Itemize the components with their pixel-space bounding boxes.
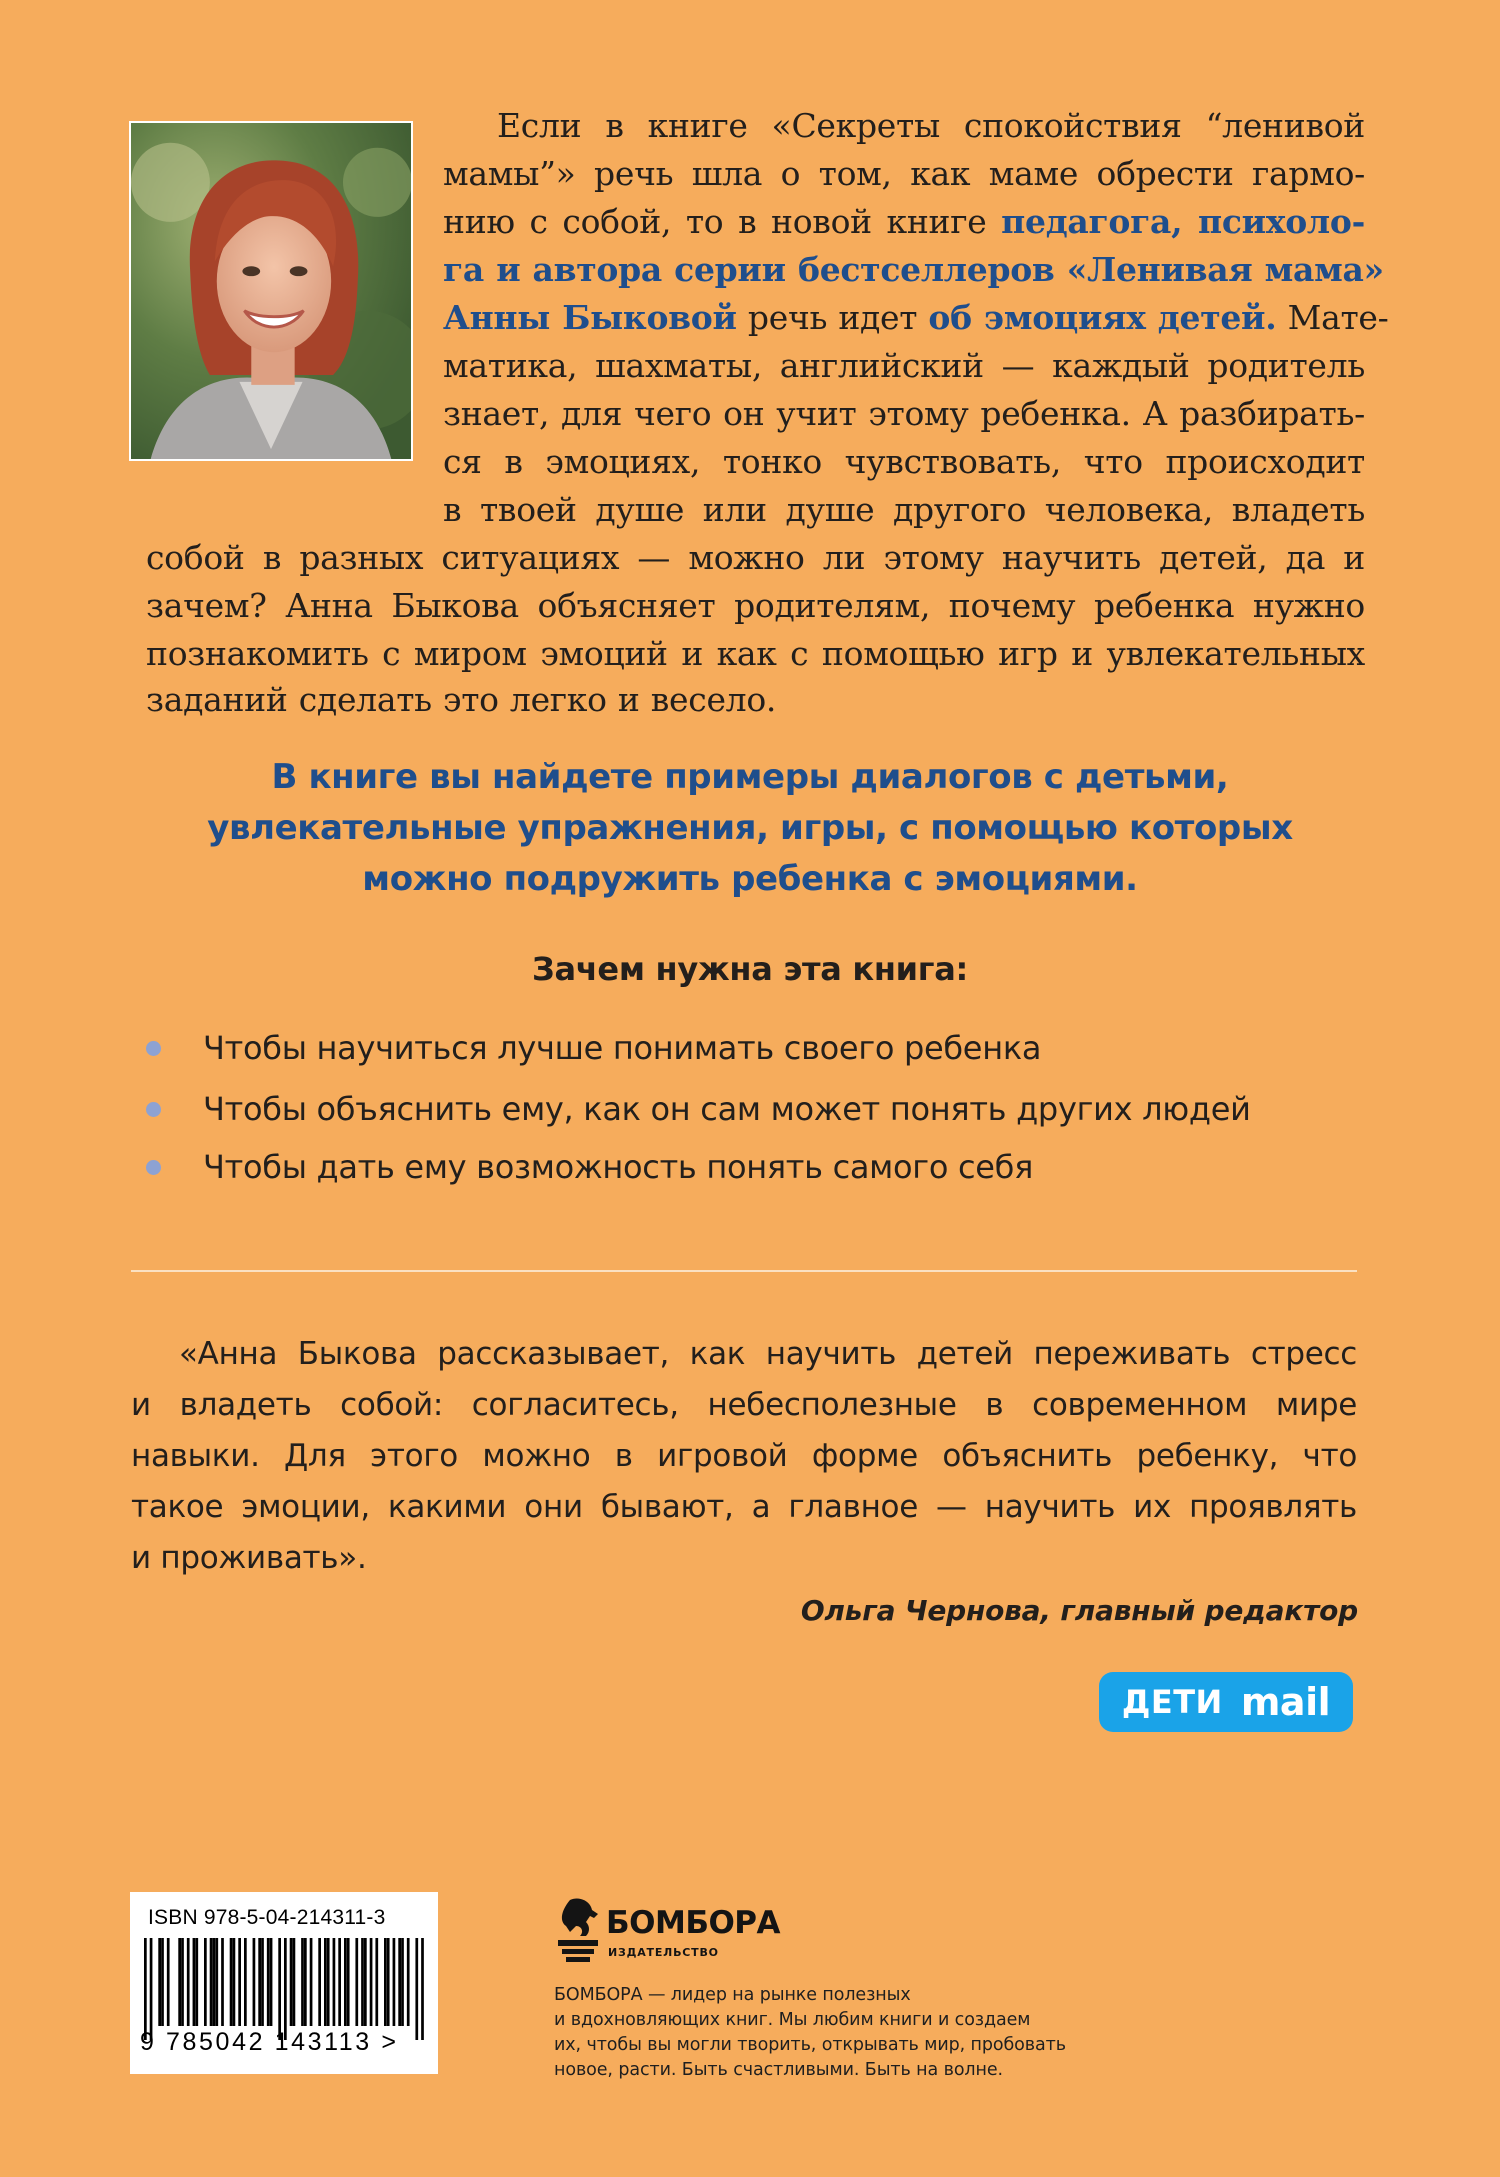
- barcode-bar: [167, 1938, 170, 2026]
- barcode-bar: [333, 1938, 336, 2026]
- barcode-bar: [261, 1938, 264, 2026]
- barcode-bars: [144, 1938, 424, 2040]
- barcode-bar: [344, 1938, 347, 2026]
- barcode-bar: [181, 1938, 184, 2026]
- intro-highlight-4: об эмоциях детей.: [928, 298, 1277, 337]
- barcode-bar: [310, 1938, 313, 2026]
- isbn-number: ISBN 978-5-04-214311-3: [148, 1906, 386, 1929]
- intro-highlight-3: Анны Быковой: [443, 298, 737, 337]
- list-item: Чтобы научиться лучше понимать своего ребенка: [146, 1024, 1041, 1072]
- barcode-bar: [355, 1938, 358, 2026]
- bullet-icon: [146, 1041, 161, 1056]
- intro-line-5: Анны Быковой речь идет об эмоциях детей. Мате-: [443, 298, 1389, 337]
- barcode-bar: [178, 1938, 181, 2026]
- barcode-bar: [278, 1938, 281, 2040]
- barcode-digits: 9 785042 143113 >: [140, 2028, 399, 2056]
- barcode-bar: [304, 1938, 307, 2026]
- quote-line-4: такое эмоции, какими они бывают, а главное — научить их проявлять: [131, 1489, 1357, 1525]
- divider: [131, 1270, 1357, 1272]
- quote-line-1: «Анна Быкова рассказывает, как научить детей переживать стресс: [179, 1336, 1357, 1372]
- barcode-bar: [267, 1938, 270, 2026]
- barcode-bar: [407, 1938, 410, 2026]
- headline-line-1: В книге вы найдете примеры диалогов с детьми,: [271, 757, 1229, 797]
- barcode-bar: [384, 1938, 387, 2026]
- barcode-bar: [393, 1938, 396, 2026]
- barcode-bar: [421, 1938, 424, 2040]
- barcode-bar: [230, 1938, 233, 2026]
- barcode-bar: [158, 1938, 161, 2026]
- bombora-horse-icon: [556, 1896, 602, 1964]
- badge-deti-text: ДЕТИ: [1121, 1683, 1223, 1721]
- headline: [90, 752, 1410, 905]
- barcode-bar: [204, 1938, 207, 2026]
- list-item: Чтобы объяснить ему, как он сам может понять других людей: [146, 1085, 1251, 1133]
- quote-line-5: и проживать».: [131, 1540, 367, 1576]
- barcode-bar: [301, 1938, 304, 2026]
- barcode-bar: [258, 1938, 261, 2026]
- intro-line-3: нию с собой, то в новой книге педагога, психоло-: [443, 202, 1366, 241]
- barcode-bar: [415, 1938, 418, 2040]
- deti-mail-logo: [1099, 1672, 1353, 1732]
- barcode-bar: [150, 1938, 153, 2040]
- barcode-bar: [238, 1938, 241, 2026]
- barcode-bar: [387, 1938, 390, 2026]
- barcode-bar: [327, 1938, 330, 2026]
- publisher-sub: ИЗДАТЕЛЬСТВО: [608, 1946, 719, 1959]
- barcode-bar: [195, 1938, 198, 2026]
- quote-line-3: навыки. Для этого можно в игровой форме объяснить ребенку, что: [131, 1438, 1357, 1474]
- intro-line-4: [443, 246, 1384, 295]
- publisher-desc-line: новое, расти. Быть счастливыми. Быть на волне.: [554, 2060, 1003, 2080]
- barcode-bar: [244, 1938, 247, 2026]
- barcode-bar: [338, 1938, 341, 2026]
- publisher-desc-line: БОМБОРА — лидер на рынке полезных: [554, 1985, 911, 2005]
- quote-author: Ольга Чернова, главный редактор: [800, 1594, 1358, 1627]
- barcode-bar: [284, 1938, 287, 2040]
- intro-line-12: познакомить с миром эмоций и как с помощью игр и увлекательных: [146, 634, 1365, 673]
- barcode-bar: [213, 1938, 216, 2026]
- intro-line-11: зачем? Анна Быкова объясняет родителям, почему ребенка нужно: [146, 586, 1365, 625]
- bullet-icon: [146, 1160, 161, 1175]
- intro-line-6: матика, шахматы, английский — каждый родитель: [443, 346, 1365, 385]
- intro-highlight-2: га и автора серии бестселлеров «Ленивая мама»: [443, 250, 1384, 289]
- bullet-icon: [146, 1102, 161, 1117]
- barcode-bar: [193, 1938, 196, 2026]
- publisher-desc-line: и вдохновляющих книг. Мы любим книги и создаем: [554, 2010, 1031, 2030]
- barcode-bar: [347, 1938, 350, 2026]
- publisher-name: БОМБОРА: [606, 1905, 781, 1941]
- barcode-bar: [221, 1938, 224, 2026]
- barcode-bar: [361, 1938, 364, 2026]
- intro-line-2: мамы”» речь шла о том, как маме обрести гармо-: [443, 154, 1365, 193]
- barcode-bar: [401, 1938, 404, 2026]
- intro-line-9: в твоей душе или душе другого человека, владеть: [443, 490, 1365, 529]
- headline-line-2: увлекательные упражнения, игры, с помощью которых: [207, 808, 1293, 848]
- barcode-bar: [375, 1938, 378, 2026]
- intro-line-10: собой в разных ситуациях — можно ли этому научить детей, да и: [146, 538, 1365, 577]
- badge-mail-text: mail: [1240, 1680, 1331, 1724]
- barcode-bar: [233, 1938, 236, 2026]
- intro-line-7: знает, для чего он учит этому ребенка. А разбирать-: [443, 394, 1365, 433]
- why-title: Зачем нужна эта книга:: [532, 950, 968, 988]
- barcode-bar: [270, 1938, 273, 2026]
- barcode-bar: [293, 1938, 296, 2026]
- quote-line-2: и владеть собой: согласитесь, небесполезные в современном мире: [131, 1387, 1357, 1423]
- list-item: Чтобы дать ему возможность понять самого себя: [146, 1143, 1033, 1191]
- barcode-bar: [398, 1938, 401, 2026]
- author-photo: [129, 121, 413, 461]
- barcode-bar: [144, 1938, 147, 2040]
- intro-line-8: ся в эмоциях, тонко чувствовать, что происходит: [443, 442, 1365, 481]
- barcode-bar: [364, 1938, 367, 2026]
- barcode-bar: [318, 1938, 321, 2026]
- barcode-bar: [161, 1938, 164, 2026]
- barcode-bar: [324, 1938, 327, 2026]
- barcode-bar: [370, 1938, 373, 2026]
- publisher-desc-line: их, чтобы вы могли творить, открывать мир, пробовать: [554, 2035, 1066, 2055]
- barcode-bar: [215, 1938, 218, 2026]
- intro-line-last: заданий сделать это легко и весело.: [146, 680, 777, 719]
- headline-line-3: можно подружить ребенка с эмоциями.: [362, 859, 1138, 899]
- barcode-bar: [210, 1938, 213, 2026]
- barcode-bar: [187, 1938, 190, 2026]
- intro-line-1: Если в книге «Секреты спокойствия “ленивой: [497, 106, 1365, 145]
- barcode-bar: [253, 1938, 256, 2026]
- intro-highlight-1: педагога, психоло-: [1001, 202, 1366, 241]
- barcode-bar: [290, 1938, 293, 2026]
